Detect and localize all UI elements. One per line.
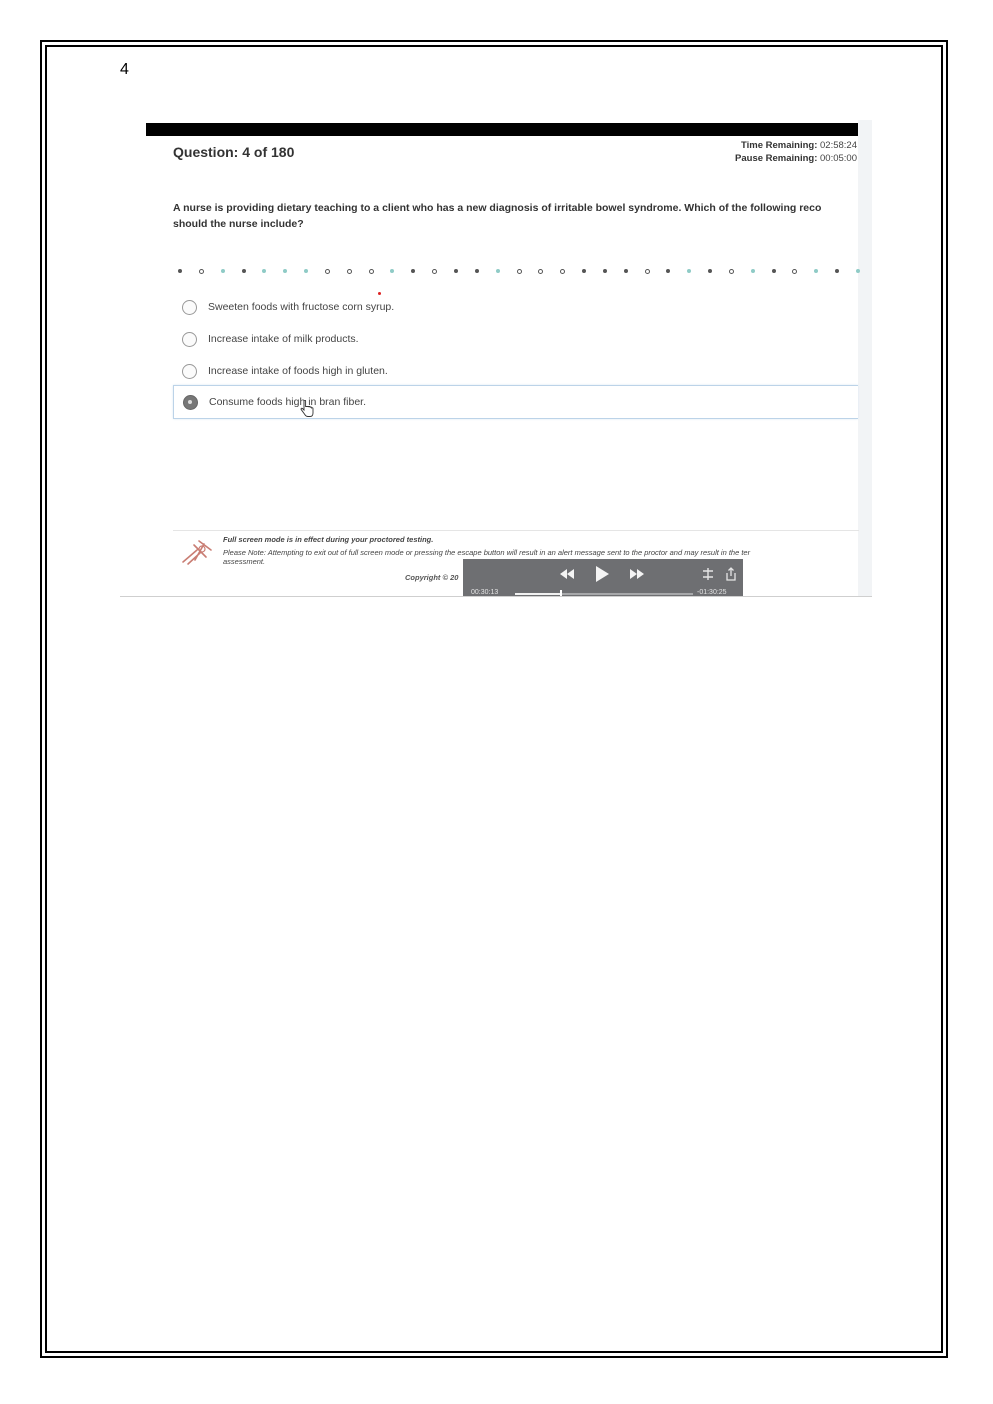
question-nav-dot[interactable] [538,269,543,274]
fullscreen-pin-icon [180,538,214,566]
question-nav-dot[interactable] [582,269,586,273]
question-nav-dot[interactable] [178,269,182,273]
question-nav-dot[interactable] [603,269,607,273]
answer-label: Increase intake of foods high in gluten. [208,365,388,377]
radio-button[interactable] [182,332,197,347]
question-nav-dot[interactable] [221,269,225,273]
question-nav-dot[interactable] [687,269,691,273]
question-nav-dot[interactable] [390,269,394,273]
question-nav-dot[interactable] [475,269,479,273]
question-nav-dot[interactable] [666,269,670,273]
answer-option-3[interactable] [173,355,858,387]
progress-track[interactable] [515,593,693,595]
question-nav-dot[interactable] [645,269,650,274]
question-nav-dot[interactable] [242,269,246,273]
question-nav-dot[interactable] [432,269,437,274]
question-nav-dot[interactable] [792,269,797,274]
question-nav-dot[interactable] [835,269,839,273]
page-number: 4 [120,61,129,78]
question-line-2: should the nurse include? [173,218,304,230]
timers [735,139,857,165]
progress-handle[interactable] [560,590,562,597]
fullscreen-warning: Please Note: Attempting to exit out of full screen mode or pressing the escape button will result in an alert message sent to the proctor and may result in the ter [223,548,751,557]
question-nav-dot[interactable] [560,269,565,274]
radio-button[interactable] [182,300,197,315]
scrollbar-edge [858,120,872,596]
time-remaining [735,139,857,152]
fullscreen-note: Full screen mode is in effect during your proctored testing. [223,535,434,544]
question-nav-dot[interactable] [624,269,628,273]
video-player-controls [463,559,743,597]
question-nav-dot[interactable] [411,269,415,273]
answer-option-2[interactable] [173,323,858,355]
question-nav-dot[interactable] [262,269,266,273]
question-nav-dot[interactable] [283,269,287,273]
question-nav-dot[interactable] [814,269,818,273]
question-line-1: A nurse is providing dietary teaching to a client who has a new diagnosis of irritable bowel syndrome. Which of the following reco [173,202,822,214]
answer-option-1[interactable] [173,291,858,323]
pause-remaining [735,152,857,165]
question-navigator [178,267,860,275]
exam-screenshot [120,120,872,597]
radio-button-selected[interactable] [183,395,198,410]
question-nav-dot[interactable] [772,269,776,273]
progress-fill [515,593,560,595]
answer-label: Consume foods high in bran fiber. [209,396,367,408]
question-nav-dot[interactable] [454,269,458,273]
remaining-time: -01:30:25 [697,589,727,596]
question-nav-dot[interactable] [751,269,755,273]
hand-cursor-icon [300,400,314,418]
answer-option-4[interactable] [173,385,858,419]
footer-divider [173,530,859,531]
question-nav-dot[interactable] [496,269,500,273]
question-nav-dot[interactable] [729,269,734,274]
play-icon[interactable] [593,564,611,584]
time-remaining-label: Time Remaining: [741,140,818,151]
question-nav-dot[interactable] [199,269,204,274]
question-nav-dot[interactable] [856,269,860,273]
question-counter: Question: 4 of 180 [173,144,295,160]
copyright: Copyright © 20 [405,573,459,582]
share-icon[interactable] [725,566,737,582]
answer-label: Increase intake of milk products. [208,333,359,345]
question-nav-dot[interactable] [304,269,308,273]
pause-remaining-value: 00:05:00 [820,153,857,164]
elapsed-time: 00:30:13 [471,589,499,596]
question-nav-dot[interactable] [325,269,330,274]
settings-icon[interactable] [701,566,715,582]
radio-button[interactable] [182,364,197,379]
pause-remaining-label: Pause Remaining: [735,153,818,164]
fast-forward-icon[interactable] [628,566,646,582]
question-nav-dot[interactable] [369,269,374,274]
question-nav-dot[interactable] [517,269,522,274]
time-remaining-value: 02:58:24 [820,140,857,151]
rewind-icon[interactable] [558,566,576,582]
question-text [173,200,859,232]
fullscreen-warning-line2: assessment. [223,557,266,566]
question-nav-dot[interactable] [347,269,352,274]
answer-label: Sweeten foods with fructose corn syrup. [208,301,395,313]
question-nav-dot[interactable] [708,269,712,273]
top-bar [146,123,858,136]
